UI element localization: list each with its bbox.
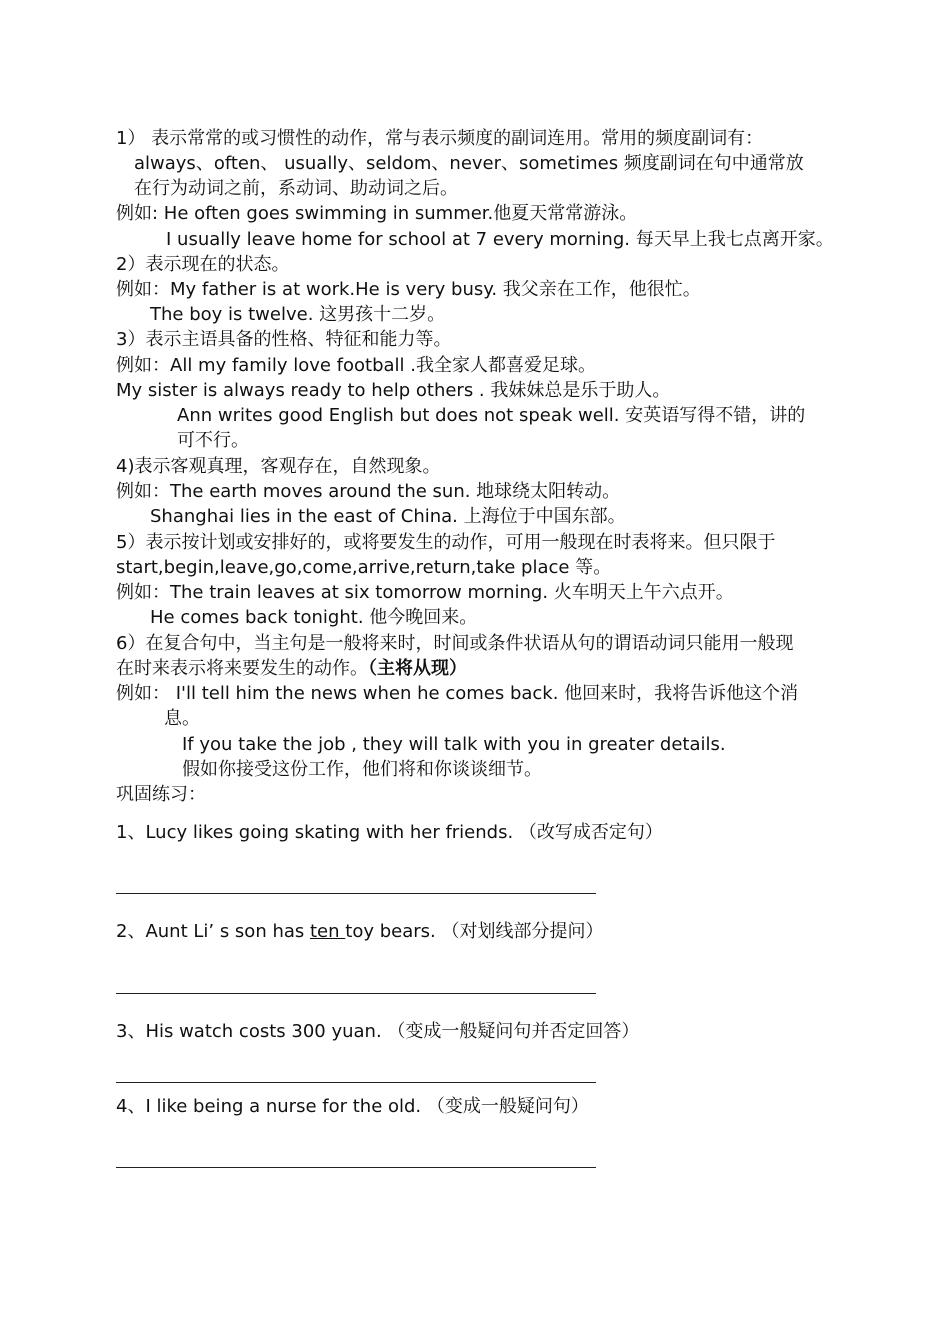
point-6-text-cont-plain: 在时来表示将来要发生的动作。 bbox=[116, 658, 368, 679]
example-sentence: 例如：My father is at work.He is very busy. 我父亲在工作，他很忙。 bbox=[116, 279, 701, 300]
example-sentence: I usually leave home for school at 7 every morning. 每天早上我七点离开家。 bbox=[166, 229, 834, 250]
example-sentence-cont: 可不行。 bbox=[177, 430, 249, 451]
point-1-text: 1） 表示常常的或习惯性的动作，常与表示频度的副词连用。常用的频度副词有： bbox=[116, 128, 764, 149]
example-sentence: My sister is always ready to help others . 我妹妹总是乐于助人。 bbox=[116, 380, 671, 401]
point-5-text-cont: start,begin,leave,go,come,arrive,return,take place 等。 bbox=[116, 557, 612, 578]
exercise-question-4: 4、I like being a nurse for the old. （变成一般疑问句） bbox=[116, 1096, 589, 1117]
point-1-text-cont: 在行为动词之前，系动词、助动词之后。 bbox=[134, 178, 458, 199]
answer-line-2 bbox=[116, 993, 596, 994]
example-sentence: If you take the job , they will talk with you in greater details. bbox=[182, 734, 726, 755]
point-1-text-cont: always、often、 usually、seldom、never、sometimes 频度副词在句中通常放 bbox=[134, 153, 804, 174]
example-sentence: 例如： I'll tell him the news when he comes back. 他回来时，我将告诉他这个消 bbox=[116, 683, 799, 704]
example-sentence: Shanghai lies in the east of China. 上海位于中国东部。 bbox=[150, 506, 626, 527]
example-sentence: 例如：The earth moves around the sun. 地球绕太阳转动。 bbox=[116, 481, 621, 502]
example-sentence: He comes back tonight. 他今晚回来。 bbox=[150, 607, 478, 628]
exercise-question-3: 3、His watch costs 300 yuan. （变成一般疑问句并否定回答） bbox=[116, 1021, 640, 1042]
example-sentence-cont: 息。 bbox=[164, 708, 200, 729]
exercise-question-2-start: 2、Aunt Li’ s son has bbox=[116, 921, 310, 942]
example-sentence: The boy is twelve. 这男孩十二岁。 bbox=[150, 304, 446, 325]
underlined-word: ten bbox=[310, 921, 346, 942]
point-3-text: 3）表示主语具备的性格、特征和能力等。 bbox=[116, 329, 452, 350]
answer-line-3 bbox=[116, 1082, 596, 1083]
point-4-text: 4)表示客观真理，客观存在，自然现象。 bbox=[116, 456, 441, 477]
example-sentence: 例如：The train leaves at six tomorrow morning. 火车明天上午六点开。 bbox=[116, 582, 734, 603]
example-sentence: Ann writes good English but does not speak well. 安英语写得不错，讲的 bbox=[177, 405, 806, 426]
answer-line-1 bbox=[116, 893, 596, 894]
example-translation: 假如你接受这份工作，他们将和你谈谈细节。 bbox=[182, 759, 542, 780]
point-6-text: 6）在复合句中，当主句是一般将来时，时间或条件状语从句的谓语动词只能用一般现 bbox=[116, 633, 794, 654]
exercise-question-2 bbox=[116, 919, 603, 944]
point-6-text-cont bbox=[116, 656, 467, 681]
exercise-question-2-end: toy bears. （对划线部分提问） bbox=[345, 921, 604, 942]
practice-heading: 巩固练习： bbox=[116, 784, 206, 805]
point-2-text: 2）表示现在的状态。 bbox=[116, 254, 290, 275]
example-sentence: 例如：All my family love football .我全家人都喜爱足球。 bbox=[116, 355, 597, 376]
answer-line-4 bbox=[116, 1167, 596, 1168]
point-5-text: 5）表示按计划或安排好的，或将要发生的动作，可用一般现在时表将来。但只限于 bbox=[116, 532, 776, 553]
example-sentence: 例如: He often goes swimming in summer.他夏天常常游泳。 bbox=[116, 203, 638, 224]
exercise-question-1: 1、Lucy likes going skating with her friends. （改写成否定句） bbox=[116, 822, 663, 843]
rule-mnemonic: （主将从现） bbox=[368, 658, 467, 679]
